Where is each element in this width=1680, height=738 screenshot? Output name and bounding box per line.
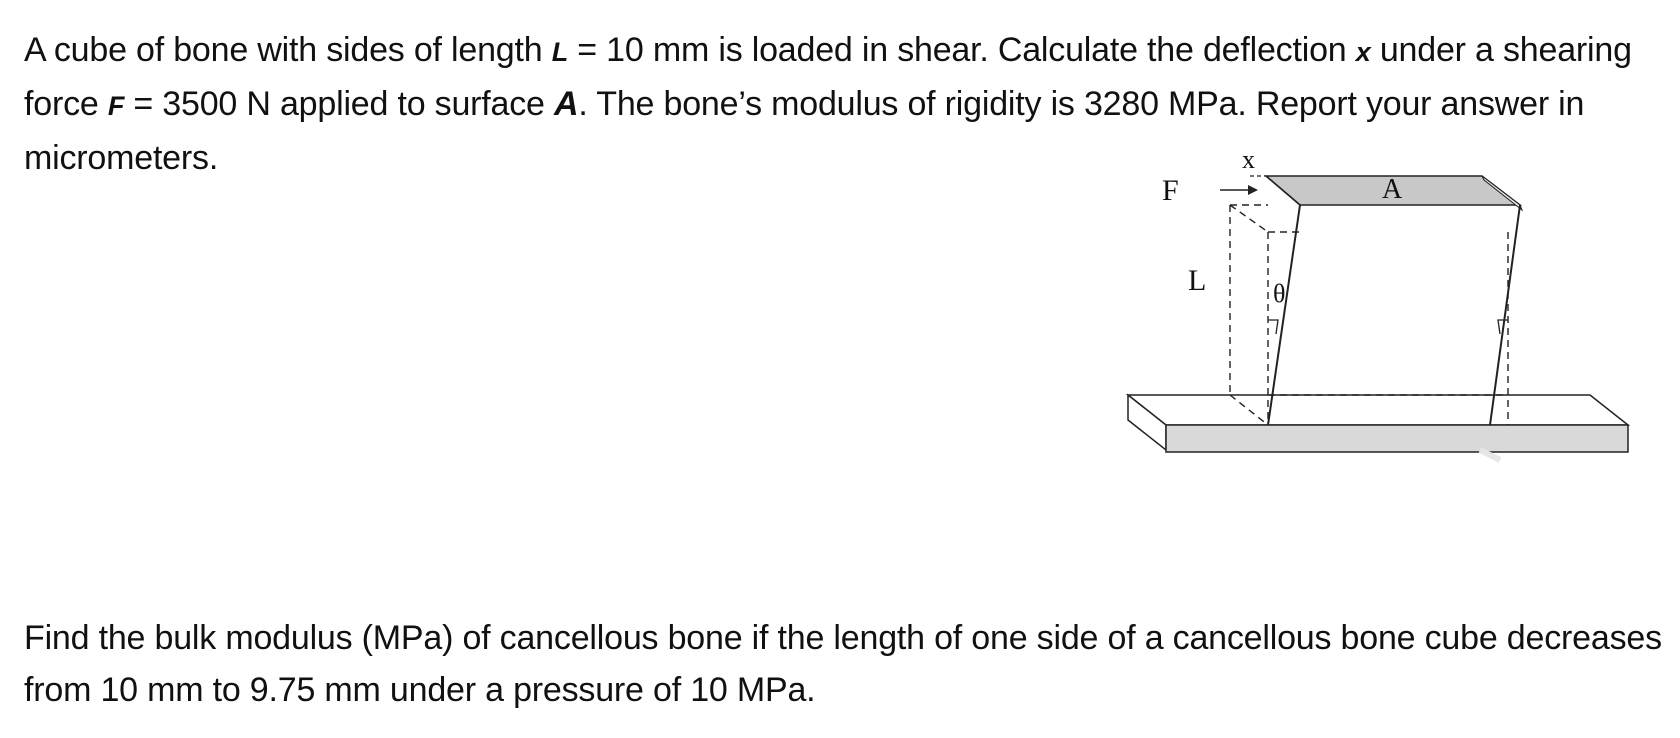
symbol-F: F xyxy=(107,91,125,121)
right-angle-marks xyxy=(1268,320,1508,334)
q1-segment-2: = 10 mm is loaded in shear. Calculate the deflection xyxy=(568,31,1356,69)
sheared-left-edge xyxy=(1268,205,1300,425)
symbol-x: x xyxy=(1355,37,1371,67)
question-2-text: Find the bulk modulus (MPa) of cancellous bone if the length of one side of a cancellous bone cube decreases from 10 mm to 9.75 mm under a pressure of 10 MPa. xyxy=(24,619,1662,709)
shear-cube-diagram xyxy=(1120,150,1640,480)
sheared-cube xyxy=(1266,176,1522,425)
label-A: A xyxy=(1382,174,1403,205)
original-cube-outline xyxy=(1230,205,1508,425)
symbol-L: L xyxy=(551,37,569,67)
q1-segment-5: . The bone’s modulus of rigidity is 3280 MPa. Report your answer in micrometers. xyxy=(24,85,1585,177)
label-theta: θ xyxy=(1273,279,1286,308)
symbol-A: A xyxy=(554,85,579,123)
label-x: x xyxy=(1242,150,1255,174)
q1-segment-3: under a shearing force xyxy=(24,31,1632,123)
label-L: L xyxy=(1188,264,1207,297)
base-plate-front xyxy=(1166,425,1628,452)
sheared-right-edge xyxy=(1490,205,1520,425)
base-plate-top xyxy=(1128,395,1628,425)
label-F: F xyxy=(1162,174,1179,207)
q1-segment-1: A cube of bone with sides of length xyxy=(24,31,552,69)
force-arrow xyxy=(1220,176,1266,195)
q1-segment-4: = 3500 N applied to surface xyxy=(124,85,555,123)
base-plate xyxy=(1128,395,1628,460)
